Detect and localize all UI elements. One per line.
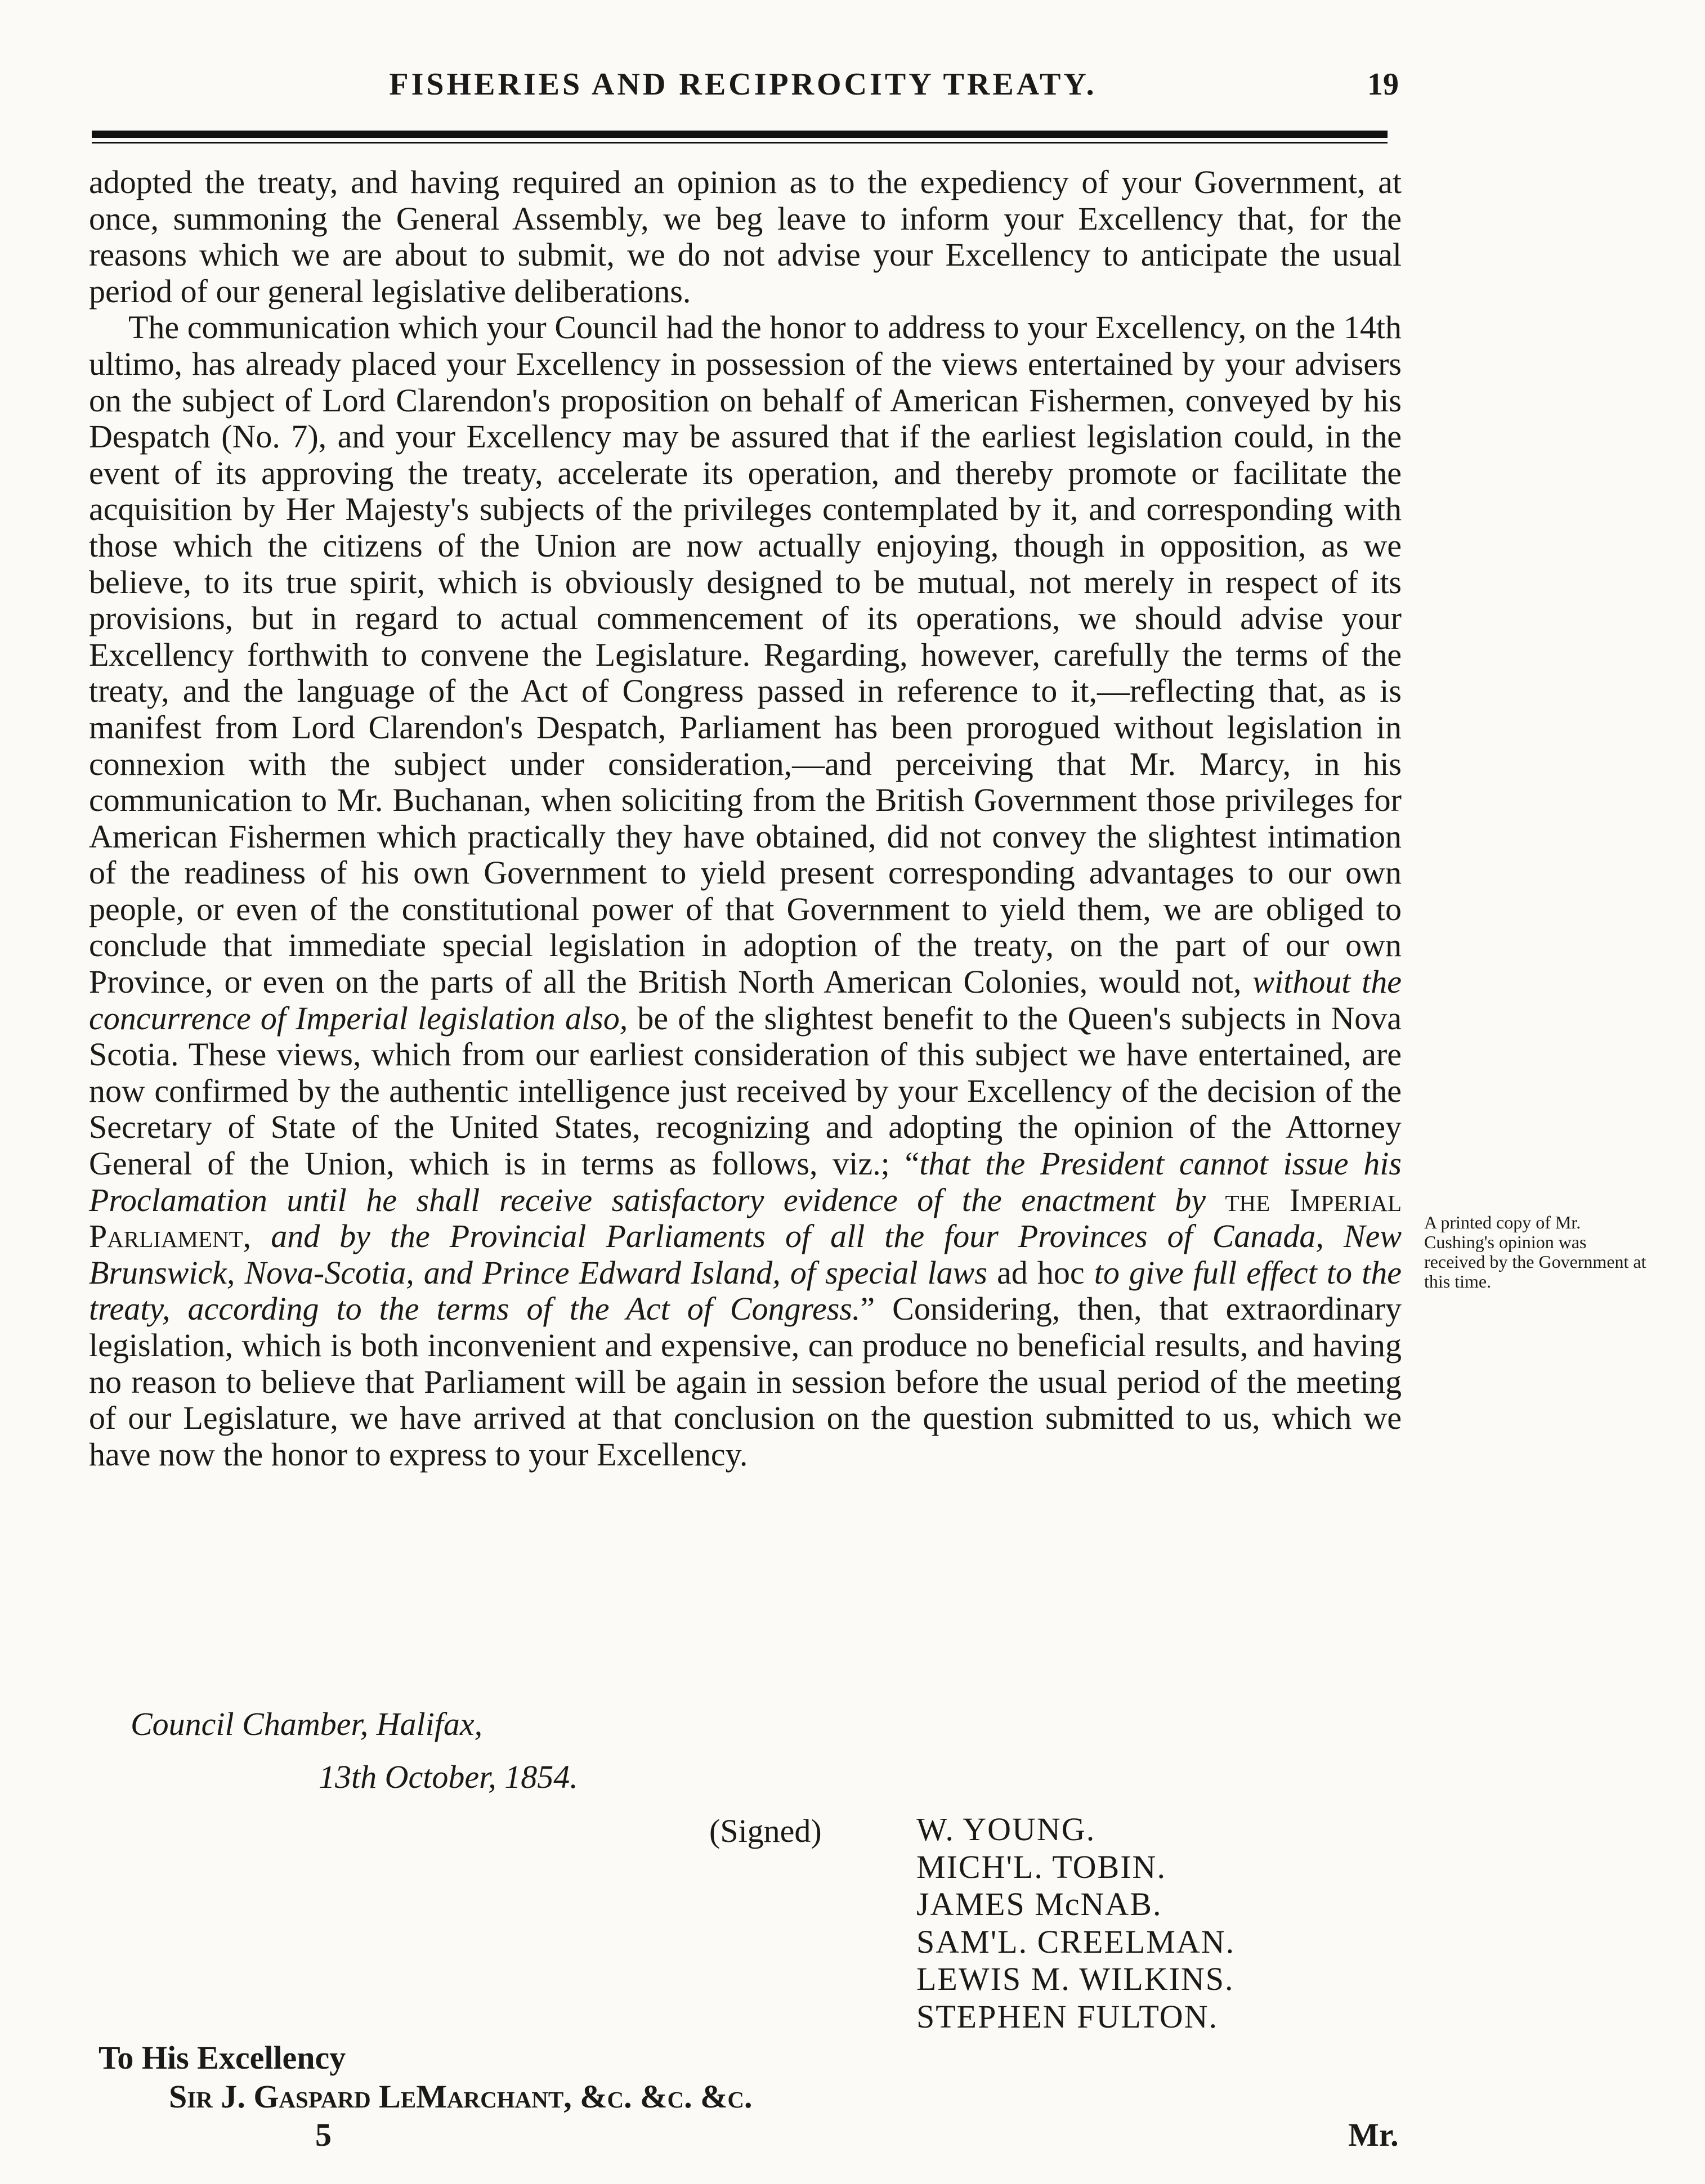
signature-mark: 5	[315, 2116, 332, 2153]
header-rule-thick	[92, 131, 1388, 138]
italic-run: without the concurrence of Imperial legislation also,	[89, 963, 1402, 1037]
paragraph-continued: adopted the treaty, and having required an opinion as to the expediency of your Government, at once, summoning the General Assembly, we beg leave to inform your Excellency that, for the reasons which we are about to submit, we do not advise your Excellency to anticipate the usual period of our general legislative deliberations.	[89, 164, 1402, 310]
signed-label: (Signed)	[709, 1813, 822, 1849]
running-head	[87, 66, 1399, 106]
body-text	[89, 164, 1402, 1473]
signatory: W. YOUNG.	[916, 1811, 1096, 1847]
italic-run: that the President cannot issue his Proclamation until he shall receive satisfactory evidence of the enactment by	[89, 1145, 1402, 1218]
margin-note: A printed copy of Mr. Cushing's opinion was received by the Government at this time.	[1424, 1212, 1646, 1291]
addressee-name: Sir J. Gaspard LeMarchant, &c. &c. &c.	[169, 2078, 753, 2115]
italic-run: and by the Provincial Parliaments of all the four Provinces of Canada, New Brunswick, Nova-Scotia, and Prince Edward Island, of special laws	[89, 1218, 1402, 1291]
paragraph-main	[89, 310, 1402, 1473]
catchword: Mr.	[1348, 2116, 1399, 2153]
text-run: ” Considering, then, that extraordinary legislation, which is both inconvenient and expensive, can produce no beneficial results, and having no reason to believe that Parliament will be again in session before the usual period of the meeting of our Legislature, we have arrived at that conclusion on the question submitted to us, which we have now the honor to express to your Excellency.	[89, 1290, 1402, 1473]
signatory: LEWIS M. WILKINS.	[916, 1961, 1234, 1997]
smallcaps-run: the Imperial Parliament,	[89, 1181, 1402, 1255]
addressee-salutation: To His Excellency	[99, 2039, 346, 2076]
signatory: JAMES McNAB.	[916, 1886, 1162, 1922]
running-title: FISHERIES AND RECIPROCITY TREATY.	[389, 67, 1097, 102]
italic-run: to give full effect to the treaty, according to the terms of the Act of Congress.	[89, 1254, 1402, 1328]
closing-date: 13th October, 1854.	[319, 1759, 578, 1795]
closing-place: Council Chamber, Halifax,	[131, 1706, 483, 1742]
header-rule-thin	[92, 142, 1388, 143]
text-run: The communication which your Council had the honor to address to your Excellency, on the 14th ultimo, has already placed your Excellency in possession of the views entertained by your advisers on the subject of Lord Clarendon's proposition on behalf of American Fishermen, conveyed by his Despatch (No. 7), and your Excellency may be assured that if the earliest legislation could, in the event of its approving the treaty, accelerate its operation, and thereby promote or facilitate the acquisition by Her Majesty's subjects of the privileges contemplated by it, and corresponding with those which the citizens of the Union are now actually enjoying, though in opposition, as we believe, to its true spirit, which is obviously designed to be mutual, not merely in respect of its provisions, but in regard to actual commencement of its operations, we should advise your Excellency forthwith to convene the Legislature. Regarding, however, carefully the terms of the treaty, and the language of the Act of Congress passed in reference to it,—reflecting that, as is manifest from Lord Clarendon's Despatch, Parliament has been prorogued without legislation in connexion with the subject under consideration,—and perceiving that Mr. Marcy, in his communication to Mr. Buchanan, when soliciting from the British Government those privileges for American Fishermen which practically they have obtained, did not convey the slightest intimation of the readiness of his own Government to yield present corresponding advantages to our own people, or even of the constitutional power of that Government to yield them, we are obliged to conclude that immediate special legislation in adoption of the treaty, on the part of our own Province, or even on the parts of all the British North American Colonies, would not,	[89, 309, 1402, 1001]
signatories-list	[916, 1811, 1235, 2035]
text-run: ad hoc	[997, 1254, 1085, 1291]
signatory: MICH'L. TOBIN.	[916, 1848, 1166, 1885]
text-run: be of the slightest benefit to the Queen's subjects in Nova Scotia. These views, which from our earliest consideration of this subject we have entertained, are now confirmed by the authentic intelligence just received by your Excellency of the decision of the Secretary of State of the United States, recognizing and adopting the opinion of the Attorney General of the Union, which is in terms as follows, viz.; “	[89, 999, 1402, 1182]
signatory: SAM'L. CREELMAN.	[916, 1923, 1236, 1960]
signatory: STEPHEN FULTON.	[916, 1998, 1218, 2035]
page-number: 19	[1367, 67, 1399, 102]
